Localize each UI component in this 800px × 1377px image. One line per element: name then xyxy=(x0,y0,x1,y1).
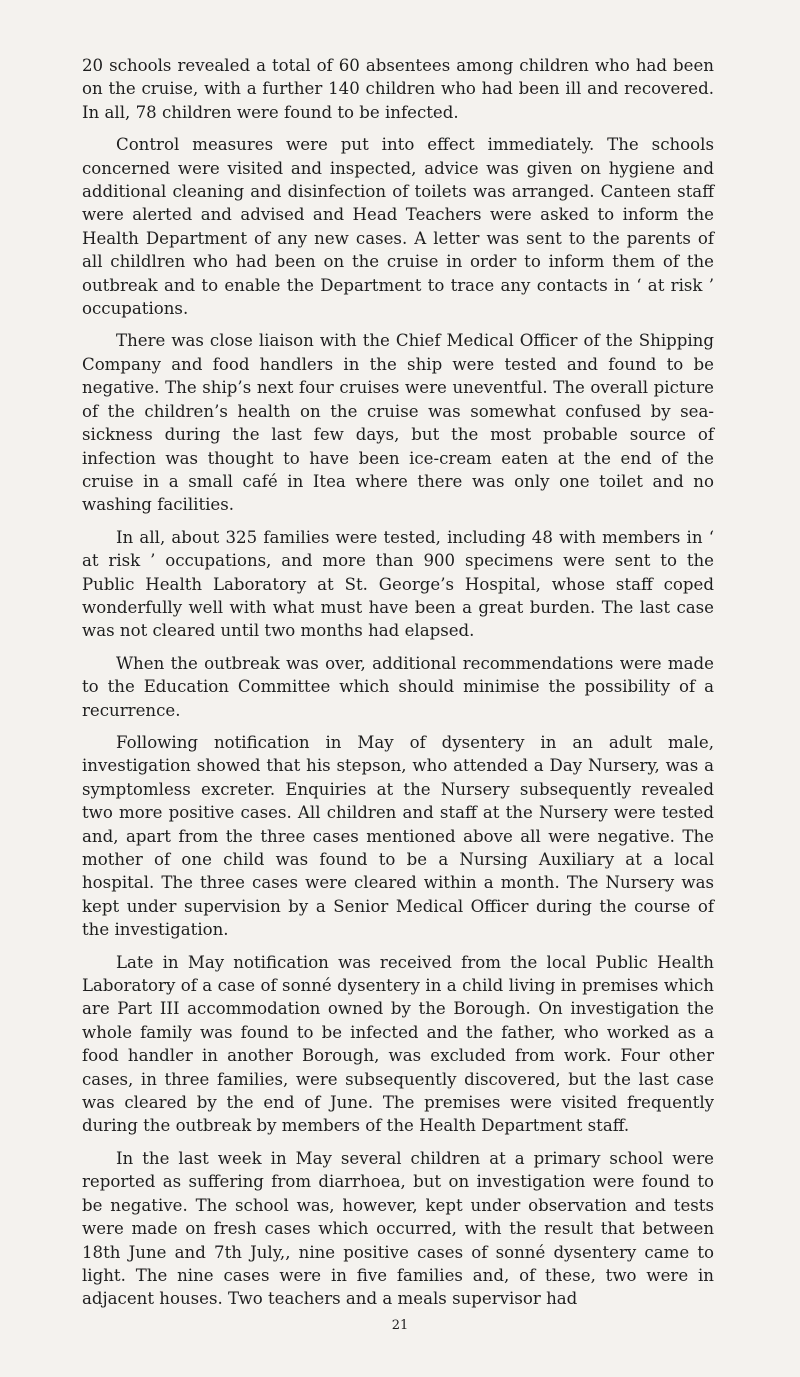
page-number: 21 xyxy=(391,1318,409,1333)
paragraph-7: Late in May notification was received from the local Public Health Laboratory of a case of sonné dysentery in a child living in premises which are Part III accommodation owned by the Borough. On investigation the whole family was found to be infected and the father, who worked as a food handler in another Borough, was excluded from work. Four other cases, in three families, were subsequently discovered, but the last case was cleared by the end of June. The premises were visited frequently during the outbreak by members of the Health Department staff. xyxy=(82,952,714,1136)
paragraph-1: 20 schools revealed a total of 60 absentees among children who had been on the cruise, with a further 140 children who had been ill and recovered. In all, 78 children were found to be infected. xyxy=(82,56,714,122)
paragraph-6: Following notification in May of dysentery in an adult male, investigation showed that his stepson, who attended a Day Nursery, was a symptomless excreter. Enquiries at the Nursery subsequently revealed two more positive cases. All children and staff at the Nursery were tested and, apart from the three cases mentioned above all were negative. The mother of one child was found to be a Nursing Auxiliary at a local hospital. The three cases were cleared within a month. The Nursery was kept under supervision by a Senior Medical Officer during the course of the investigation. xyxy=(82,732,714,940)
paragraph-2: Control measures were put into effect immediately. The schools concerned were visited and inspected, advice was given on hygiene and additional cleaning and disinfection of toilets was arranged. Canteen staff were alerted and advised and Head Teachers were asked to inform the Health Department of any new cases. A letter was sent to the parents of all childlren who had been on the cruise in order to inform them of the outbreak and to enable the Department to trace any contacts in ‘ at risk ’ occupations. xyxy=(82,135,714,319)
paragraph-8: In the last week in May several children at a primary school were reported as suffering from diarrhoea, but on investigation were found to be negative. The school was, however, kept under observation and tests were made on fresh cases which occurred, with the result that between 18th June and 7th July,, nine positive cases of sonné dysentery came to light. The nine cases were in five families and, of these, two were in adjacent houses. Two teachers and a meals supervisor had xyxy=(82,1148,714,1309)
paragraph-3: There was close liaison with the Chief Medical Officer of the Shipping Company and food handlers in the ship were tested and found to be negative. The ship’s next four cruises were uneventful. The overall picture of the children’s health on the cruise was somewhat confused by sea-sickness during the last few days, but the most probable source of infection was thought to have been ice-cream eaten at the end of the cruise in a small café in Itea where there was only one toilet and no washing facilities. xyxy=(82,331,714,515)
document-page xyxy=(82,54,714,1320)
paragraph-5: When the outbreak was over, additional recommendations were made to the Education Committee which should minimise the possibility of a recurrence. xyxy=(82,653,714,720)
paragraph-4: In all, about 325 families were tested, including 48 with members in ‘ at risk ’ occupations, and more than 900 specimens were sent to the Public Health Laboratory at St. George’s Hospital, whose staff coped wonderfully well with what must have been a great burden. The last case was not cleared until two months had elapsed. xyxy=(82,527,714,641)
